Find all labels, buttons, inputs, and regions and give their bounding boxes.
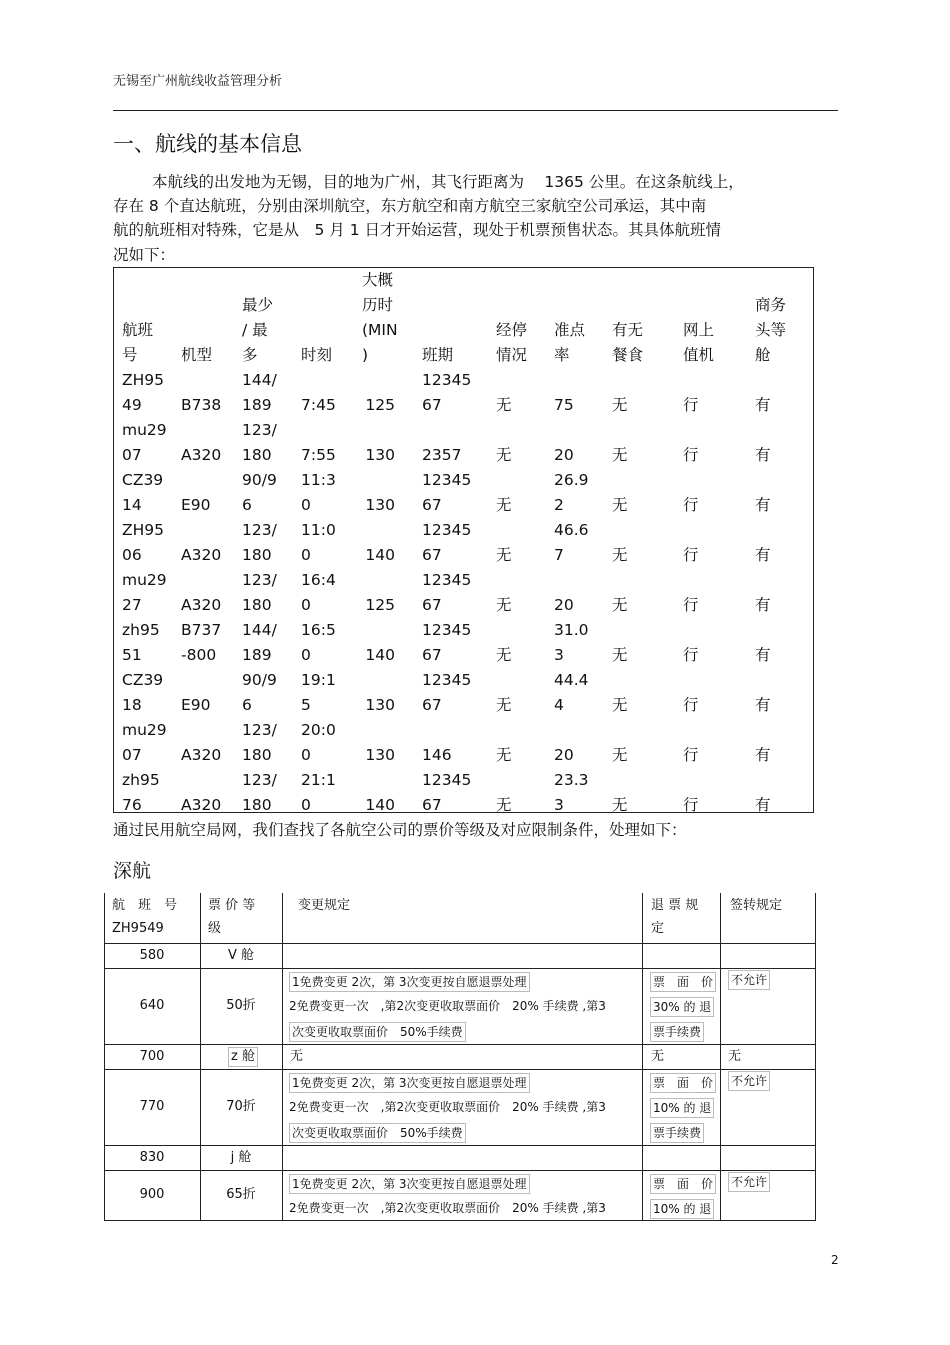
flight-header-3-line-0: 时刻 [301,346,333,364]
page-number: 2 [831,1253,839,1267]
flight-cell: 行 [683,496,699,514]
fare-table-hline-2 [104,1044,816,1045]
flight-cell: 12345 [422,621,472,639]
flight-header-9-line-1: 值机 [683,346,715,364]
flight-cell: 12345 [422,371,472,389]
flight-cell: 75 [554,396,574,414]
flight-cell: B737 [181,621,222,639]
fare-table-hline-3 [104,1069,816,1070]
fare-change-line: 2免费变更一次 ,第2次变更收取票面价 20% 手续费 ,第3 [289,999,606,1013]
flight-cell: 20 [554,446,574,464]
flight-header-2-line-1: / 最 [242,321,268,339]
header-refund-rule: 退 票 规 [651,898,699,913]
flight-cell: E90 [181,696,211,714]
flight-cell: 67 [422,496,442,514]
flight-cell: 21:1 [301,771,336,789]
flight-cell: mu29 [122,571,167,589]
flight-cell: 无 [496,796,512,814]
flight-cell: 行 [683,796,699,814]
flight-cell: 180 [242,796,272,814]
boxed-text: 1免费变更 2次，第 3次变更按自愿退票处理 [289,1073,530,1093]
fare-price: 770 [139,1099,165,1114]
fare-price: 900 [139,1187,165,1202]
boxed-text: 1免费变更 2次，第 3次变更按自愿退票处理 [289,1174,530,1194]
flight-cell: 有 [755,596,771,614]
fare-refund-line [650,972,716,992]
flight-cell: 16:5 [301,621,336,639]
flight-cell: 无 [496,396,512,414]
flight-cell: ZH95 [122,521,164,539]
fare-table-hline-6 [104,1220,816,1221]
fare-refund-line [650,1174,716,1194]
flight-cell: 19:1 [301,671,336,689]
fare-change-line [289,1174,530,1194]
flight-cell: 4 [554,696,564,714]
flight-cell: 有 [755,496,771,514]
flight-cell: 07 [122,746,142,764]
fare-refund-line [650,997,714,1017]
flight-header-1-line-0: 机型 [181,346,213,364]
flight-cell: 67 [422,696,442,714]
flight-cell: 67 [422,646,442,664]
flight-header-10-line-0: 商务 [755,296,787,314]
flight-cell: 130 [365,446,395,464]
header-refund-rule-cont: 定 [651,921,665,936]
section-heading: 一、航线的基本信息 [113,132,302,156]
flight-header-0-line-0: 航班 [122,321,154,339]
flight-header-2-line-0: 最少 [242,296,274,314]
fare-endorse [728,1172,770,1192]
flight-cell: 20:0 [301,721,336,739]
boxed-text: 次变更收取票面价 50%手续费 [289,1123,466,1143]
flight-cell: 无 [496,496,512,514]
flight-cell: 27 [122,596,142,614]
flight-cell: 行 [683,646,699,664]
flight-cell: 20 [554,596,574,614]
flight-cell: 无 [612,446,628,464]
flight-header-6-line-0: 经停 [496,321,528,339]
page-header-title: 无锡至广州航线收益管理分析 [113,74,283,89]
flight-cell: 无 [496,646,512,664]
flight-cell: 有 [755,746,771,764]
flight-cell: 180 [242,746,272,764]
fare-table-hline-1 [104,968,816,969]
airline-heading: 深航 [113,860,152,882]
paragraph-line-1: 本航线的出发地为无锡，目的地为广州，其飞行距离为 1365 公里。在这条航线上， [152,173,744,191]
flight-header-2-line-2: 多 [242,346,258,364]
fare-change-line [289,1022,466,1042]
flight-cell: 130 [365,696,395,714]
flight-cell: A320 [181,596,222,614]
flight-cell: 行 [683,446,699,464]
flight-header-4-line-3: ) [362,346,369,364]
flight-cell: 有 [755,546,771,564]
header-flight-code: ZH9549 [112,921,164,936]
flight-cell: 16:4 [301,571,336,589]
flight-cell: 125 [365,396,395,414]
flight-cell: 行 [683,596,699,614]
flight-cell: 无 [612,796,628,814]
flight-header-8-line-0: 有无 [612,321,644,339]
flight-cell: 189 [242,396,272,414]
fare-endorse [728,1071,770,1091]
flight-cell: 0 [301,796,311,814]
fare-price: 580 [139,947,165,963]
flight-cell: 20 [554,746,574,764]
flight-header-9-line-0: 网上 [683,321,715,339]
boxed-text: 票手续费 [650,1123,704,1143]
flight-cell: 3 [554,646,564,664]
flight-cell: 23.3 [554,771,589,789]
boxed-text: z 舱 [228,1047,258,1067]
flight-cell: 6 [242,696,252,714]
flight-cell: 12345 [422,771,472,789]
fare-grade [228,1045,258,1069]
fare-change-line: 2免费变更一次 ,第2次变更收取票面价 20% 手续费 ,第3 [289,1100,606,1114]
flight-cell: A320 [181,446,222,464]
flight-cell: CZ39 [122,671,164,689]
fare-change-line: 2免费变更一次 ,第2次变更收取票面价 20% 手续费 ,第3 [289,1201,606,1215]
flight-cell: 90/9 [242,671,277,689]
fare-price: 640 [139,998,165,1013]
paragraph-line-4: 况如下： [113,246,176,264]
flight-cell: A320 [181,546,222,564]
boxed-text: 票 面 价 [650,1174,716,1194]
flight-cell: 144/ [242,371,277,389]
fare-change-line [289,972,530,992]
flight-cell: 18 [122,696,142,714]
flight-cell: 07 [122,446,142,464]
flight-cell: 140 [365,646,395,664]
flight-header-7-line-0: 准点 [554,321,586,339]
header-change-rule: 变更规定 [298,898,351,913]
flight-cell: 46.6 [554,521,589,539]
flight-cell: 0 [301,646,311,664]
flight-cell: 125 [365,596,395,614]
fare-refund-text: 无 [651,1048,665,1064]
flight-cell: ZH95 [122,371,164,389]
flight-cell: 有 [755,796,771,814]
header-flight-no: 航 班 号 [112,898,178,913]
flight-header-10-line-1: 头等 [755,321,787,339]
flight-cell: 123/ [242,771,277,789]
after-table-text: 通过民用航空局网，我们查找了各航空公司的票价等级及对应限制条件，处理如下： [113,821,687,839]
flight-cell: 无 [612,596,628,614]
boxed-text: 10% 的 退 [650,1199,714,1219]
boxed-text: 不允许 [728,1172,770,1192]
flight-cell: 6 [242,496,252,514]
flight-cell: 180 [242,546,272,564]
fare-grade: V 舱 [227,947,255,963]
flight-cell: 140 [365,796,395,814]
flight-header-4-line-2: (MIN [362,321,398,339]
fare-endorse: 无 [728,1048,742,1064]
fare-table-hline-5 [104,1170,816,1171]
flight-header-0-line-1: 号 [122,346,138,364]
flight-cell: 180 [242,596,272,614]
flight-cell: 7:55 [301,446,336,464]
flight-cell: 无 [496,596,512,614]
boxed-text: 10% 的 退 [650,1098,714,1118]
fare-grade: j 舱 [230,1149,252,1165]
flight-cell: 行 [683,396,699,414]
flight-cell: 无 [496,546,512,564]
boxed-text: 票 面 价 [650,1073,716,1093]
flight-cell: 11:3 [301,471,336,489]
flight-cell: 行 [683,696,699,714]
boxed-text: 不允许 [728,1071,770,1091]
flight-cell: 123/ [242,571,277,589]
flight-cell: mu29 [122,721,167,739]
fare-refund-line [650,1073,716,1093]
flight-cell: 144/ [242,621,277,639]
header-fare-grade: 票 价 等 [208,898,256,913]
flight-cell: 12345 [422,471,472,489]
flight-cell: B738 [181,396,222,414]
flight-cell: 0 [301,496,311,514]
flight-header-8-line-1: 餐食 [612,346,644,364]
flight-cell: 06 [122,546,142,564]
flight-cell: 49 [122,396,142,414]
flight-cell: 123/ [242,521,277,539]
flight-cell: 67 [422,596,442,614]
flight-cell: 14 [122,496,142,514]
flight-cell: 7 [554,546,564,564]
flight-header-10-line-2: 舱 [755,346,771,364]
flight-cell: 12345 [422,571,472,589]
flight-cell: 0 [301,546,311,564]
flight-cell: 2 [554,496,564,514]
flight-header-4-line-1: 历时 [362,296,394,314]
flight-cell: 无 [496,446,512,464]
flight-cell: 67 [422,396,442,414]
fare-change-line [289,1073,530,1093]
flight-cell: 7:45 [301,396,336,414]
flight-cell: 67 [422,796,442,814]
flight-cell: 0 [301,746,311,764]
flight-cell: 130 [365,496,395,514]
flight-cell: 31.0 [554,621,589,639]
flight-header-6-line-1: 情况 [496,346,528,364]
flight-cell: 146 [422,746,452,764]
flight-cell: 有 [755,446,771,464]
flight-cell: 180 [242,446,272,464]
fare-endorse [728,970,770,990]
flight-cell: zh95 [122,771,160,789]
flight-cell: -800 [181,646,217,664]
flight-cell: 无 [612,646,628,664]
flight-cell: mu29 [122,421,167,439]
flight-cell: 44.4 [554,671,589,689]
boxed-text: 不允许 [728,970,770,990]
flight-cell: 189 [242,646,272,664]
flight-cell: 无 [612,546,628,564]
flight-cell: 130 [365,746,395,764]
flight-cell: 无 [496,746,512,764]
flight-cell: 3 [554,796,564,814]
flight-cell: 90/9 [242,471,277,489]
flight-cell: 140 [365,546,395,564]
flight-cell: 无 [612,396,628,414]
flight-cell: 有 [755,396,771,414]
flight-cell: 有 [755,646,771,664]
fare-refund-line [650,1022,704,1042]
fare-price: 700 [139,1048,165,1064]
fare-refund-line [650,1123,704,1143]
flight-cell: A320 [181,746,222,764]
flight-header-4-line-0: 大概 [362,271,394,289]
flight-cell: 51 [122,646,142,664]
boxed-text: 票 面 价 [650,972,716,992]
fare-change-text: 无 [290,1048,304,1064]
fare-grade: 70折 [226,1099,256,1114]
flight-cell: 12345 [422,521,472,539]
fare-change-line [289,1123,466,1143]
flight-cell: 无 [612,496,628,514]
flight-cell: 无 [612,746,628,764]
flight-cell: 无 [496,696,512,714]
flight-cell: CZ39 [122,471,164,489]
boxed-text: 票手续费 [650,1022,704,1042]
flight-cell: 0 [301,596,311,614]
flight-cell: E90 [181,496,211,514]
flight-cell: 26.9 [554,471,589,489]
fare-refund-line [650,1098,714,1118]
boxed-text: 30% 的 退 [650,997,714,1017]
header-endorse-rule: 签转规定 [730,898,783,913]
paragraph-line-2: 存在 8 个直达航班，分别由深圳航空，东方航空和南方航空三家航空公司承运，其中南 [113,197,707,215]
flight-cell: 2357 [422,446,462,464]
fare-refund-line [650,1199,714,1219]
flight-header-7-line-1: 率 [554,346,570,364]
fare-grade: 65折 [226,1187,256,1202]
boxed-text: 次变更收取票面价 50%手续费 [289,1022,466,1042]
flight-cell: 11:0 [301,521,336,539]
paragraph-line-3: 航的航班相对特殊，它是从 5 月 1 日才开始运营，现处于机票预售状态。其具体航班情 [113,221,722,239]
flight-cell: 有 [755,696,771,714]
flight-cell: 行 [683,546,699,564]
flight-cell: zh95 [122,621,160,639]
boxed-text: 1免费变更 2次，第 3次变更按自愿退票处理 [289,972,530,992]
flight-cell: 5 [301,696,311,714]
flight-cell: 123/ [242,421,277,439]
flight-cell: 无 [612,696,628,714]
flight-cell: 67 [422,546,442,564]
flight-cell: 行 [683,746,699,764]
fare-grade: 50折 [226,998,256,1013]
flight-header-5-line-0: 班期 [422,346,454,364]
flight-cell: A320 [181,796,222,814]
flight-cell: 12345 [422,671,472,689]
fare-price: 830 [139,1149,165,1165]
header-fare-grade-cont: 级 [208,921,222,936]
flight-cell: 123/ [242,721,277,739]
flight-cell: 76 [122,796,142,814]
